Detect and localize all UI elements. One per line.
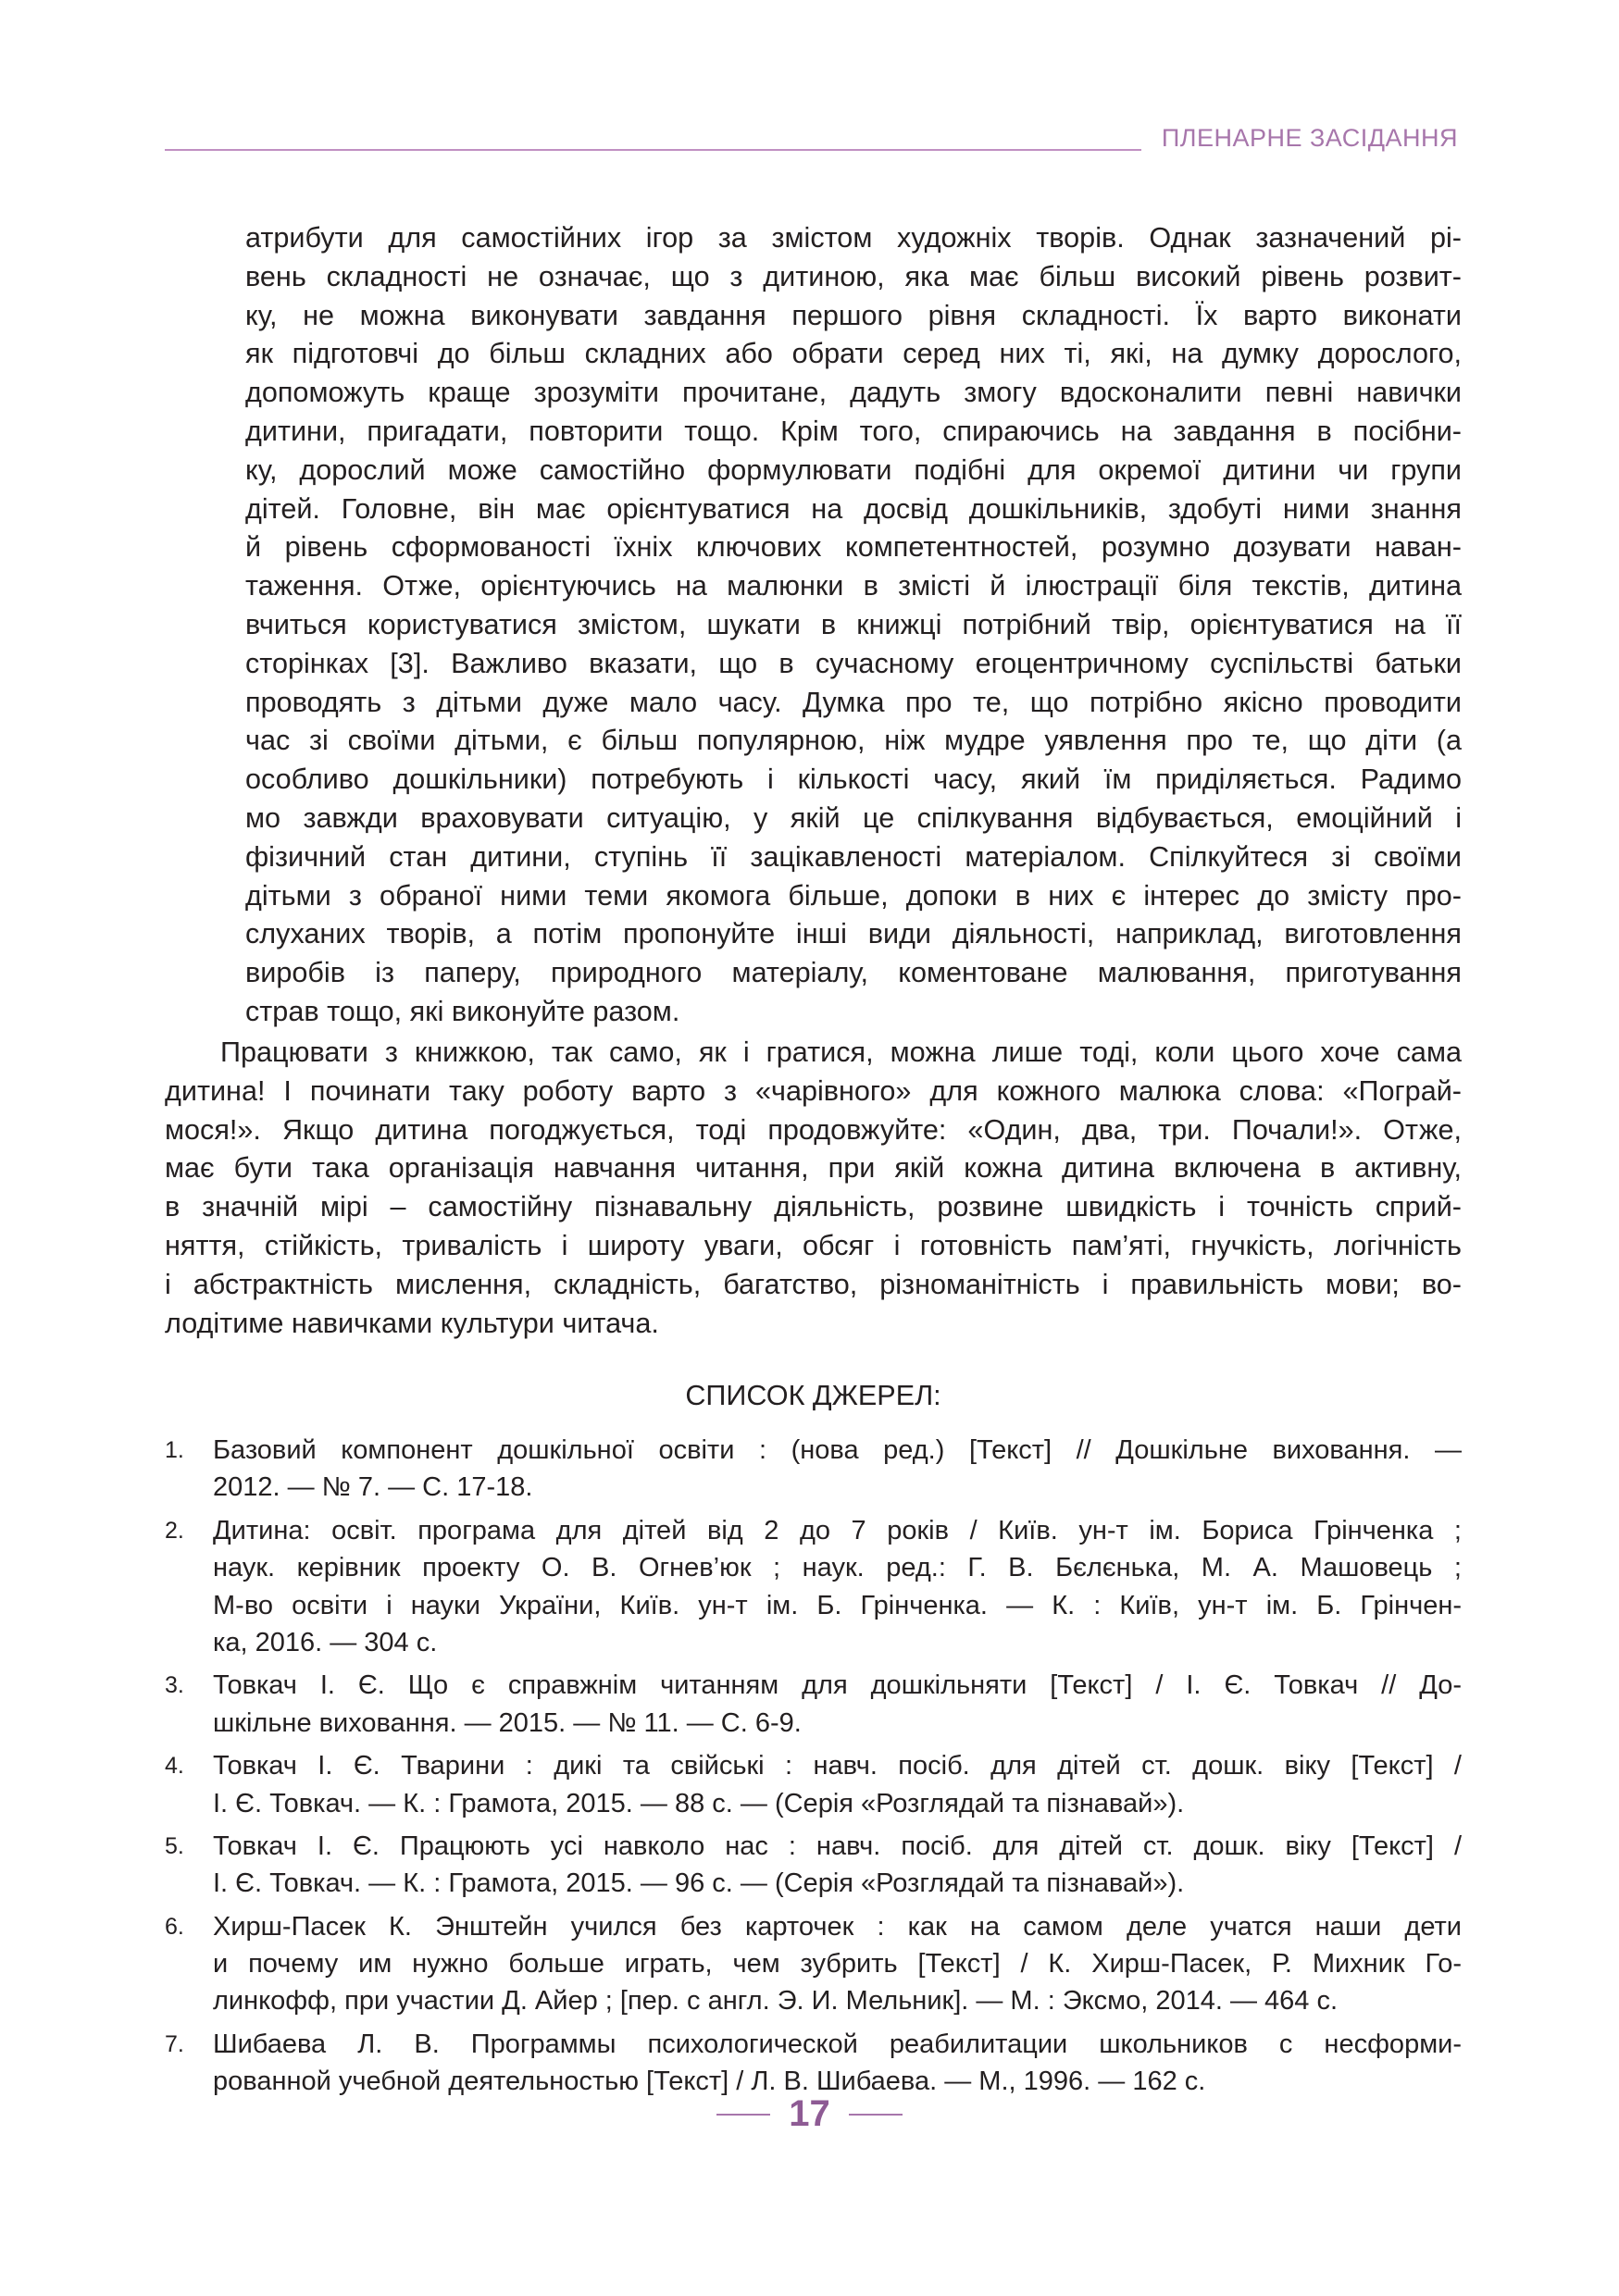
reference-line: ка, 2016. — 304 с.: [213, 1627, 438, 1657]
text-line: няття, стійкість, тривалість і широту уваги, обсяг і готовність пам’яті, гнучкість, логічність: [165, 1229, 1462, 1261]
indented-paragraph: [245, 219, 1462, 1032]
text-line: час зі своїми дітьми, є більш популярною, ніж мудре уявлення про те, що діти (а: [245, 725, 1462, 757]
text-line: дітей. Головне, він має орієнтуватися на досвід дошкільників, здобуті ними знання: [245, 492, 1462, 525]
text-line: вень складності не означає, що з дитиною, яка має більш високий рівень розвит-: [245, 260, 1462, 292]
text-line: лодітиме навичками культури читача.: [165, 1307, 659, 1339]
reference-item: [165, 1908, 1462, 2020]
reference-number: 7.: [165, 2030, 184, 2057]
reference-line: Дитина: освіт. програма для дітей від 2 до 7 років / Київ. ун-т ім. Бориса Грінченка ;: [213, 1515, 1462, 1545]
text-line: в значній мірі – самостійну пізнавальну діяльність, розвине швидкість і точність сприй-: [165, 1191, 1462, 1223]
reference-item: [165, 1828, 1462, 1903]
text-line: слуханих творів, а потім пропонуйте інші види діяльності, наприклад, виготовлення: [245, 918, 1462, 950]
reference-line: шкільне виховання. — 2015. — № 11. — С. 6-9.: [213, 1707, 802, 1738]
header-rule: [165, 149, 1141, 151]
references-list: [165, 1432, 1462, 2106]
reference-line: Хирш-Пасек К. Энштейн учился без карточек : как на самом деле учатся наши дети: [213, 1911, 1462, 1942]
reference-line: линкофф, при участии Д. Айер ; [пер. с англ. Э. И. Мельник]. — М. : Эксмо, 2014. — 464 с.: [213, 1986, 1339, 2017]
text-line: проводять з дітьми дуже мало часу. Думка про те, що потрібно якісно проводити: [245, 686, 1462, 718]
reference-line: рованной учебной деятельностью [Текст] / Л. В. Шибаева. — М., 1996. — 162 с.: [213, 2066, 1206, 2097]
reference-line: Товкач І. Є. Працюють усі навколо нас : навч. посіб. для дітей ст. дошк. віку [Текст] /: [213, 1831, 1462, 1861]
reference-number: 3.: [165, 1672, 184, 1699]
text-line: сторінках [3]. Важливо вказати, що в сучасному егоцентричному суспільстві батьки: [245, 647, 1462, 679]
reference-item: [165, 1667, 1462, 1742]
reference-line: Шибаева Л. В. Программы психологической реабилитации школьников с несформи-: [213, 2029, 1462, 2059]
text-line: страв тощо, які виконуйте разом.: [245, 995, 680, 1027]
text-line: дитини, пригадати, повторити тощо. Крім того, спираючись на завдання в посібни-: [245, 415, 1462, 447]
reference-item: [165, 1512, 1462, 1662]
reference-item: [165, 2026, 1462, 2101]
reference-line: Базовий компонент дошкільної освіти : (нова ред.) [Текст] // Дошкільне виховання. —: [213, 1435, 1462, 1465]
reference-number: 1.: [165, 1437, 184, 1463]
text-line: фізичний стан дитини, ступінь її зацікавленості матеріалом. Спілкуйтеся зі своїми: [245, 840, 1462, 873]
references-title: СПИСОК ДЖЕРЕЛ:: [685, 1380, 941, 1411]
text-line: особливо дошкільники) потребують і кількості часу, який їм приділяється. Радимо: [245, 763, 1462, 796]
reference-line: 2012. — № 7. — С. 17-18.: [213, 1472, 533, 1503]
running-head: ПЛЕНАРНЕ ЗАСІДАННЯ: [1161, 124, 1458, 152]
text-line: мося!». Якщо дитина погоджується, тоді продовжуйте: «Один, два, три. Почали!». Отже,: [165, 1113, 1462, 1146]
text-line: і абстрактність мислення, складність, багатство, різноманітність і правильність мови; во-: [165, 1268, 1462, 1300]
reference-number: 2.: [165, 1517, 184, 1544]
page-footer: [0, 2093, 1619, 2140]
text-line: виробів із паперу, природного матеріалу, коментоване малювання, приготування: [245, 957, 1462, 989]
reference-number: 4.: [165, 1753, 184, 1780]
text-line: ку, не можна виконувати завдання першого рівня складності. Їх варто виконати: [245, 299, 1462, 331]
text-line: як підготовчі до більш складних або обрати серед них ті, які, на думку дорослого,: [245, 338, 1462, 370]
text-line: й рівень сформованості їхніх ключових компетентностей, розумно дозувати наван-: [245, 531, 1462, 564]
text-line: допоможуть краще зрозуміти прочитане, дадуть змогу вдосконалити певні навички: [245, 377, 1462, 409]
page-number-rule-right: [849, 2114, 903, 2116]
reference-line: Товкач І. Є. Що є справжнім читанням для дошкільняти [Текст] / І. Є. Товкач // До-: [213, 1670, 1462, 1701]
text-line: мо завжди враховувати ситуацію, у якій це спілкування відбувається, емоційний і: [245, 801, 1462, 834]
reference-line: І. Є. Товкач. — К. : Грамота, 2015. — 96 с. — (Серія «Розглядай та пізнавай»).: [213, 1868, 1185, 1899]
reference-number: 6.: [165, 1913, 184, 1940]
reference-line: наук. керівник проекту О. В. Огнев’юк ; наук. ред.: Г. В. Бєлєнька, М. А. Машовець ;: [213, 1553, 1462, 1583]
text-line: дітьми з обраної ними теми якомога більше, допоки в них є інтерес до змісту про-: [245, 879, 1462, 912]
body-paragraph: [165, 1034, 1462, 1343]
text-line: вчиться користуватися змістом, шукати в книжці потрібний твір, орієнтуватися на її: [245, 608, 1462, 640]
text-line: атрибути для самостійних ігор за змістом художніх творів. Однак зазначений рі-: [245, 222, 1462, 254]
reference-line: и почему им нужно больше играть, чем зубрить [Текст] / К. Хирш-Пасек, Р. Михник Го-: [213, 1949, 1462, 1980]
text-line: дитина! І починати таку роботу варто з «чарівного» для кожного малюка слова: «Пограй-: [165, 1074, 1462, 1107]
page-number: 17: [789, 2093, 830, 2134]
text-line: таження. Отже, орієнтуючись на малюнки в змісті й ілюстрації біля текстів, дитина: [245, 570, 1462, 602]
reference-line: М-во освіти і науки України, Київ. ун-т ім. Б. Грінченка. — К. : Київ, ун-т ім. Б. Грінчен-: [213, 1590, 1462, 1620]
reference-line: Товкач І. Є. Тварини : дикі та свійські : навч. посіб. для дітей ст. дошк. віку [Текст] /: [213, 1751, 1462, 1781]
text-line: ку, дорослий може самостійно формулювати подібні для окремої дитини чи групи: [245, 453, 1462, 486]
text-line: має бути така організація навчання читання, при якій кожна дитина включена в активну,: [165, 1152, 1462, 1185]
reference-line: І. Є. Товкач. — К. : Грамота, 2015. — 88 с. — (Серія «Розглядай та пізнавай»).: [213, 1788, 1185, 1818]
reference-number: 5.: [165, 1832, 184, 1859]
page-number-rule-left: [716, 2114, 770, 2116]
text-line: Працювати з книжкою, так само, як і гратися, можна лише тоді, коли цього хоче сама: [220, 1036, 1462, 1068]
reference-item: [165, 1432, 1462, 1507]
reference-item: [165, 1747, 1462, 1822]
